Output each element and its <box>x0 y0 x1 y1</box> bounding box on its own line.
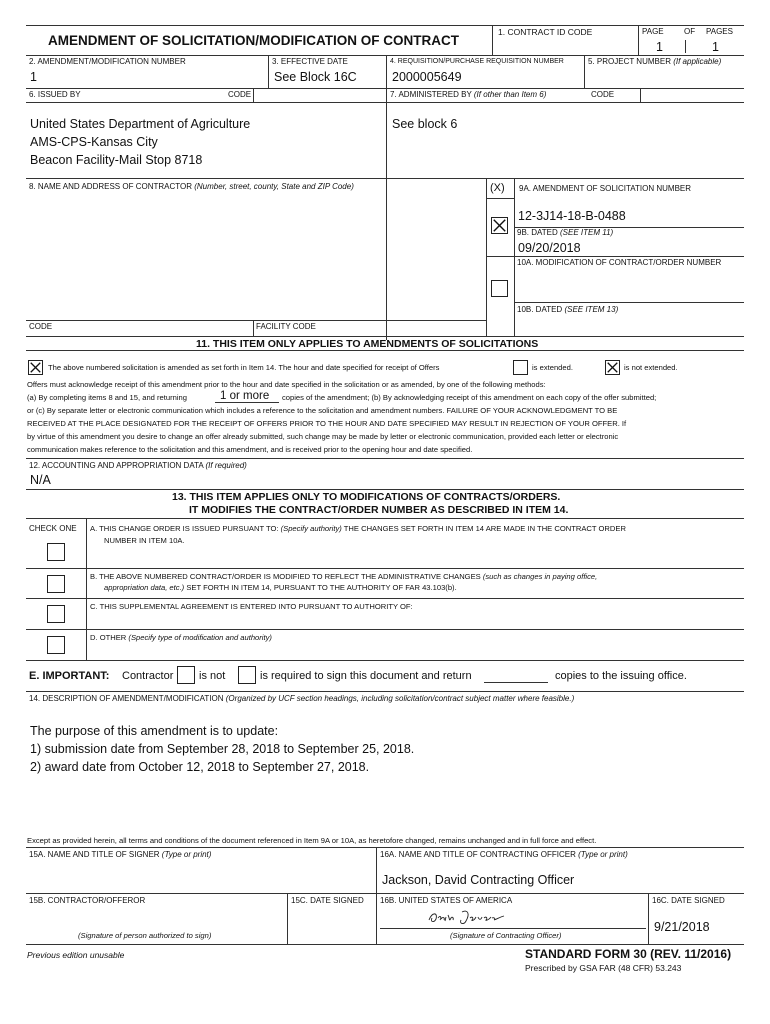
copies-count: 1 or more <box>220 390 270 402</box>
pages-label: PAGES <box>706 27 733 36</box>
item11-line-3b: copies of the amendment; (b) By acknowledging receipt of this amendment on each copy of the offer submitted; <box>282 393 657 402</box>
checkmark-x-icon <box>29 361 42 374</box>
checkbox-10a[interactable] <box>491 280 508 297</box>
description-line-3: 2) award date from October 12, 2018 to September 27, 2018. <box>30 760 370 774</box>
contractor-word: Contractor <box>122 670 174 682</box>
prescribed-note: Prescribed by GSA FAR (48 CFR) 53.243 <box>525 963 682 973</box>
standard-form-label: STANDARD FORM 30 (REV. 11/2016) <box>525 947 732 961</box>
signature-person-caption: (Signature of person authorized to sign) <box>78 931 212 940</box>
effective-date-label: 3. EFFECTIVE DATE <box>272 57 348 66</box>
page-label: PAGE <box>642 27 664 36</box>
copies-issuing-label: copies to the issuing office. <box>555 670 687 682</box>
copies-return-field[interactable] <box>484 682 548 683</box>
extended-label: is extended. <box>532 363 573 372</box>
accounting-label: 12. ACCOUNTING AND APPROPRIATION DATA (If required) <box>29 461 247 470</box>
contractor-offeror-label: 15B. CONTRACTOR/OFFEROR <box>29 896 146 905</box>
of-label: OF <box>684 27 696 36</box>
facility-code-label: FACILITY CODE <box>256 322 316 331</box>
item13-a-line-2: NUMBER IN ITEM 10A. <box>104 536 185 545</box>
administered-by-label: 7. ADMINISTERED BY (If other than Item 6) <box>390 90 547 99</box>
description-label: 14. DESCRIPTION OF AMENDMENT/MODIFICATION (Organized by UCF section headings, including solicitation/contract subject matter where feasible.) <box>29 694 575 703</box>
project-number-label: 5. PROJECT NUMBER (If applicable) <box>588 57 722 66</box>
item13-d-line: D. OTHER (Specify type of modification and authority) <box>90 633 272 642</box>
item11-line-7: communication makes reference to the solicitation and this amendment, and is received prior to the opening hour and date specified. <box>27 445 473 454</box>
except-statement: Except as provided herein, all terms and conditions of the document referenced in Item 9A or 10A, as heretofore changed, remains unchanged and in full force and effect. <box>27 836 597 845</box>
item13-b-line-1: B. THE ABOVE NUMBERED CONTRACT/ORDER IS MODIFIED TO REFLECT THE ADMINISTRATIVE CHANGES (such as changes in paying office, <box>90 572 598 581</box>
not-extended-label: is not extended. <box>624 363 678 372</box>
checkbox-9a[interactable] <box>491 217 508 234</box>
requisition-value: 2000005649 <box>392 70 462 84</box>
item13-c-line: C. THIS SUPPLEMENTAL AGREEMENT IS ENTERED INTO PURSUANT TO AUTHORITY OF: <box>90 602 413 611</box>
item13-title-2: IT MODIFIES THE CONTRACT/ORDER NUMBER AS DESCRIBED IN ITEM 14. <box>189 504 569 516</box>
extended-checkbox[interactable] <box>513 360 528 375</box>
description-line-1: The purpose of this amendment is to update: <box>30 724 279 738</box>
item11-line-1: The above numbered solicitation is amended as set forth in Item 14. The hour and date specified for receipt of Offers <box>48 363 440 372</box>
dated-10b-label: 10B. DATED (SEE ITEM 13) <box>517 305 619 314</box>
description-line-2: 1) submission date from September 28, 2018 to September 25, 2018. <box>30 742 415 756</box>
contracting-officer-name: Jackson, David Contracting Officer <box>382 873 575 887</box>
is-not-label: is not <box>199 670 226 682</box>
admin-code-label: CODE <box>591 90 615 99</box>
x-column-label: (X) <box>490 182 505 194</box>
date-signed-15c-label: 15C. DATE SIGNED <box>291 896 364 905</box>
issued-by-label: 6. ISSUED BY <box>29 90 81 99</box>
checkbox-13c[interactable] <box>47 605 65 623</box>
item11-title: 11. THIS ITEM ONLY APPLIES TO AMENDMENTS OF SOLICITATIONS <box>196 338 539 350</box>
contractor-code-label: CODE <box>29 322 53 331</box>
item13-title-1: 13. THIS ITEM APPLIES ONLY TO MODIFICATIONS OF CONTRACTS/ORDERS. <box>172 491 561 503</box>
date-signed-value: 9/21/2018 <box>654 920 710 934</box>
effective-date-value: See Block 16C <box>274 70 357 84</box>
item13-b-line-2: appropriation data, etc.) SET FORTH IN ITEM 14, PURSUANT TO THE AUTHORITY OF FAR 43.103(b). <box>104 583 457 592</box>
checkbox-13d[interactable] <box>47 636 65 654</box>
requisition-label: 4. REQUISITION/PURCHASE REQUISITION NUMBER <box>390 58 564 65</box>
usa-label: 16B. UNITED STATES OF AMERICA <box>380 896 513 905</box>
item13-a-line-1: A. THIS CHANGE ORDER IS ISSUED PURSUANT TO: (Specify authority) THE CHANGES SET FORTH IN ITEM 14 ARE MADE IN THE CONTRACT ORDER <box>90 524 626 533</box>
signer-label: 15A. NAME AND TITLE OF SIGNER (Type or print) <box>29 850 212 859</box>
form-title: AMENDMENT OF SOLICITATION/MODIFICATION OF CONTRACT <box>48 33 459 48</box>
checkbox-13b[interactable] <box>47 575 65 593</box>
checkmark-x-icon <box>606 361 619 374</box>
checkbox-13a[interactable] <box>47 543 65 561</box>
administered-by-value: See block 6 <box>392 117 458 131</box>
officer-signature <box>424 906 508 928</box>
contractor-label: 8. NAME AND ADDRESS OF CONTRACTOR (Number, street, county, State and ZIP Code) <box>29 182 354 191</box>
item11-line-6: by virtue of this amendment you desire to change an offer already submitted, such change may be made by letter or electronic communication, provided each letter or electronic <box>27 432 619 441</box>
amendment-solicitation-label: 9A. AMENDMENT OF SOLICITATION NUMBER <box>519 184 692 193</box>
issued-by-line-3: Beacon Facility-Mail Stop 8718 <box>30 153 203 167</box>
amendment-number-label: 2. AMENDMENT/MODIFICATION NUMBER <box>29 57 186 66</box>
page-number: 1 <box>656 40 663 54</box>
signature-officer-caption: (Signature of Contracting Officer) <box>450 931 562 940</box>
officer-label: 16A. NAME AND TITLE OF CONTRACTING OFFICER (Type or print) <box>380 850 628 859</box>
amendment-solicitation-value: 12-3J14-18-B-0488 <box>518 209 626 223</box>
amendment-number-value: 1 <box>30 70 37 84</box>
is-required-label: is required to sign this document and return <box>260 670 472 682</box>
amended-checkbox[interactable] <box>28 360 43 375</box>
pages-count: 1 <box>712 40 719 54</box>
previous-edition-note: Previous edition unusable <box>27 950 125 960</box>
dated-9b-label: 9B. DATED (SEE ITEM 11) <box>517 228 614 237</box>
modification-number-label: 10A. MODIFICATION OF CONTRACT/ORDER NUMBER <box>517 258 722 267</box>
contract-id-label: 1. CONTRACT ID CODE <box>498 27 593 37</box>
not-extended-checkbox[interactable] <box>605 360 620 375</box>
important-label: E. IMPORTANT: <box>29 670 110 682</box>
date-signed-16c-label: 16C. DATE SIGNED <box>652 896 725 905</box>
issued-code-label: CODE <box>228 90 252 99</box>
item11-line-2: Offers must acknowledge receipt of this amendment prior to the hour and date specified in the solicitation or as amended, by one of the following methods: <box>27 380 546 389</box>
is-not-checkbox[interactable] <box>177 666 195 684</box>
checkmark-x-icon <box>492 218 507 233</box>
item11-line-5: RECEIVED AT THE PLACE DESIGNATED FOR THE RECEIPT OF OFFERS PRIOR TO THE HOUR AND DATE SPECIFIED MAY RESULT IN REJECTION OF YOUR OFFER. If <box>27 419 627 428</box>
accounting-value: N/A <box>30 473 51 487</box>
issued-by-line-1: United States Department of Agriculture <box>30 117 251 131</box>
item11-line-4: or (c) By separate letter or electronic communication which includes a reference to the solicitation and amendment numbers. FAILURE OF YOUR ACKNOWLEDGMENT TO BE <box>27 406 618 415</box>
item11-line-3a: (a) By completing items 8 and 15, and returning <box>27 393 187 402</box>
is-required-checkbox[interactable] <box>238 666 256 684</box>
issued-by-line-2: AMS-CPS-Kansas City <box>30 135 158 149</box>
dated-9b-value: 09/20/2018 <box>518 241 581 255</box>
check-one-label: CHECK ONE <box>29 524 77 533</box>
